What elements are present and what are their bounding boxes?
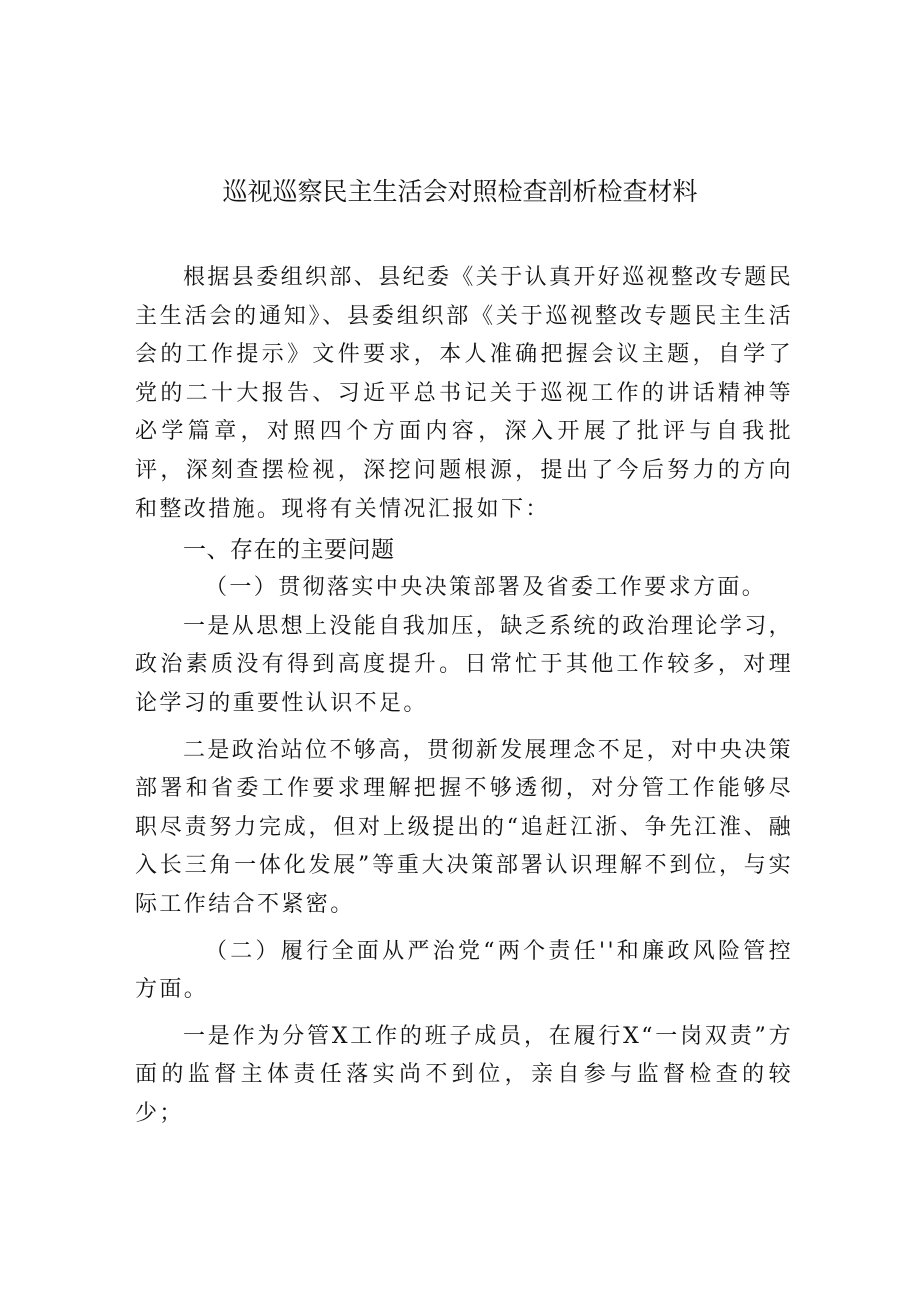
subsection-1-paragraph-1: 一是从思想上没能自我加压，缺乏系统的政治理论学习，政治素质没有得到高度提升。日常忙于其他工作较多，对理论学习的重要性认识不足。 xyxy=(135,613,794,716)
document-title: 巡视巡察民主生活会对照检查剖析检查材料 xyxy=(222,177,698,206)
document-body xyxy=(135,259,793,1133)
subsection-heading-2: （二）履行全面从严治党“两个责任''和廉政风险管控方面。 xyxy=(135,938,793,1003)
intro-paragraph: 根据县委组织部、县纪委《关于认真开好巡视整改专题民主生活会的通知》、县委组织部《关于巡视整改专题民主生活会的工作提示》文件要求，本人准确把握会议主题，自学了党的二十大报告、习近平总书记关于巡视工作的讲话精神等必学篇章，对照四个方面内容，深入开展了批评与自我批评，深刻查摆检视，深挖问题根源，提出了今后努力的方向和整改措施。现将有关情况汇报如下： xyxy=(135,265,794,522)
section-heading-problems: 一、存在的主要问题 xyxy=(183,537,395,564)
subsection-heading-1: （一）贯彻落实中央决策部署及省委工作要求方面。 xyxy=(205,575,767,601)
subsection-1-paragraph-2: 二是政治站位不够高，贯彻新发展理念不足，对中央决策部署和省委工作要求理解把握不够透彻，对分管工作能够尽职尽责努力完成，但对上级提出的“追赶江浙、争先江淮、融入长三角一体化发展”等重大决策部署认识理解不到位，与实际工作结合不紧密。 xyxy=(135,737,794,917)
subsection-2-paragraph-1: 一是作为分管X工作的班子成员，在履行X“一岗双责”方面的监督主体责任落实尚不到位，亲自参与监督检查的较少； xyxy=(135,1023,793,1126)
